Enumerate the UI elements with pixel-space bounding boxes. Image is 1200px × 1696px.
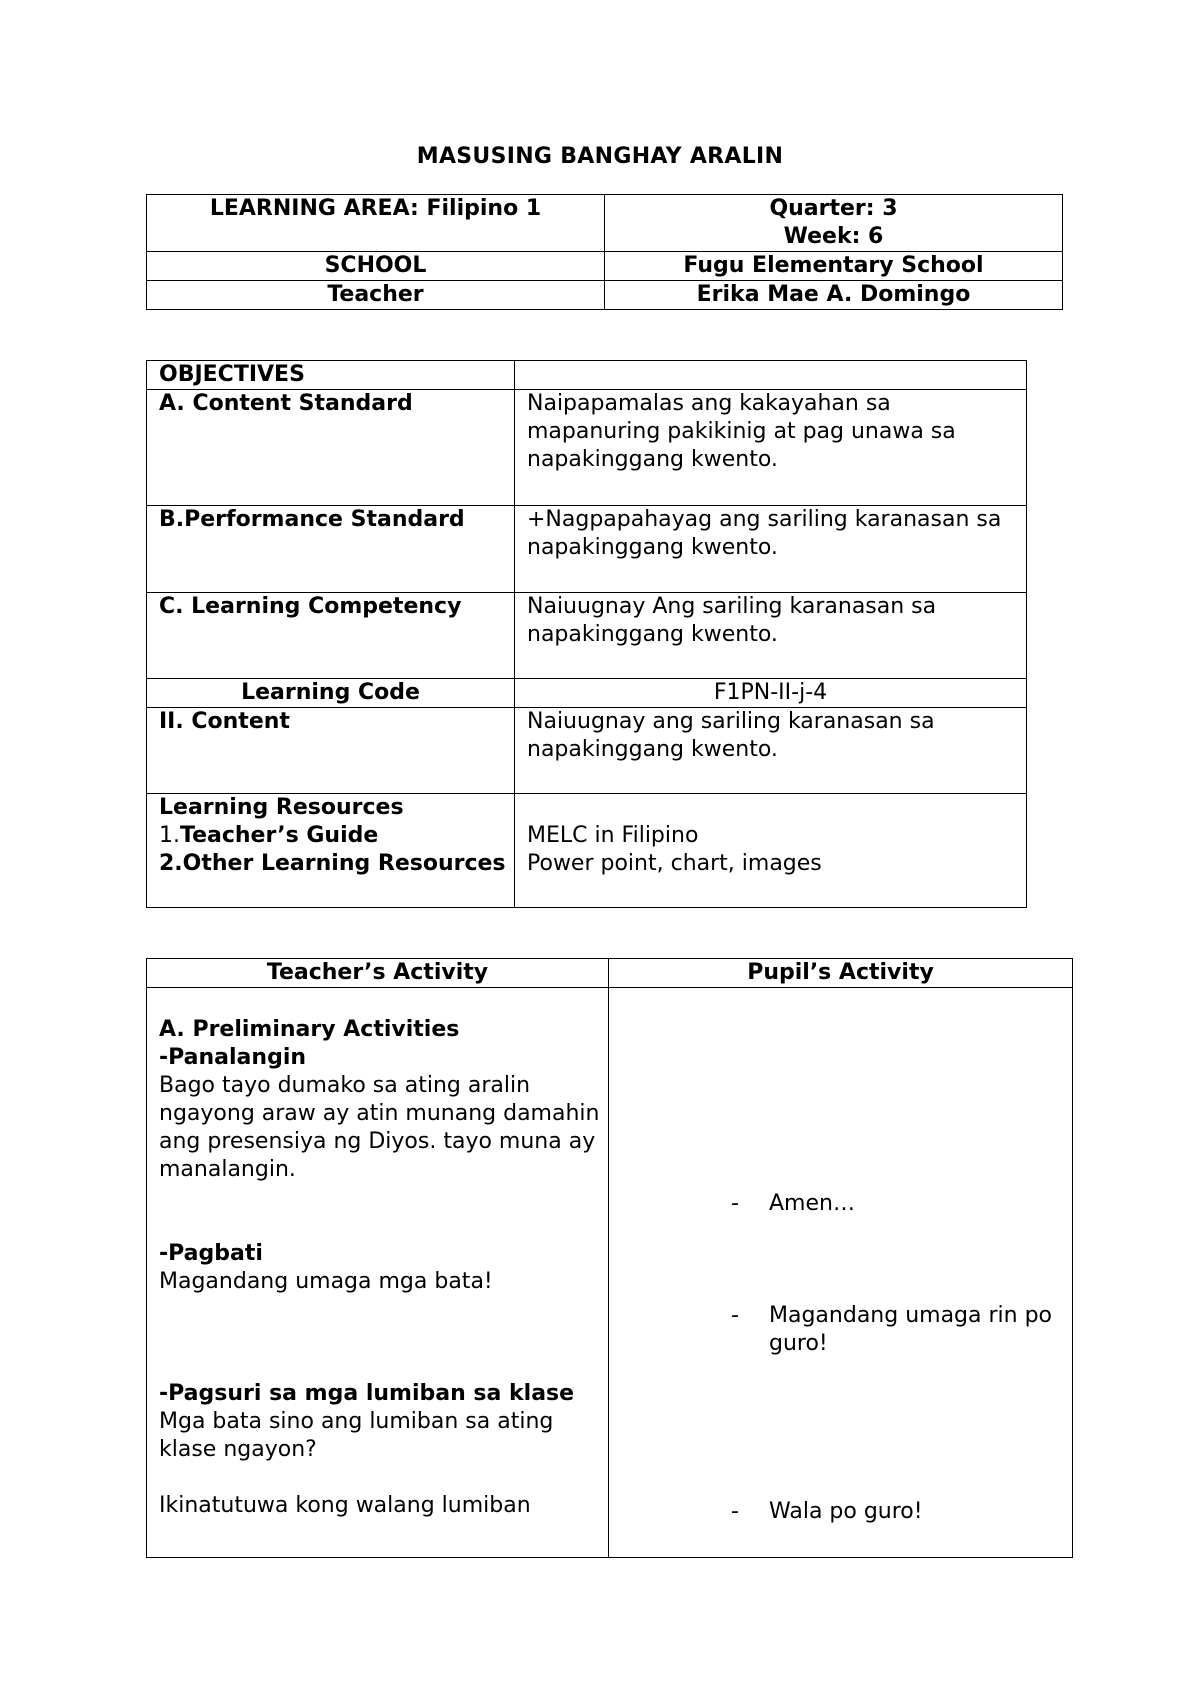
objectives-table	[146, 360, 1027, 908]
bullet-dash: -	[731, 1499, 739, 1524]
teacher-activity-header: Teacher’s Activity	[147, 959, 609, 988]
objectives-empty-cell	[515, 361, 1027, 390]
resources-guide-value: MELC in Filipino	[527, 823, 699, 848]
pupil-activity-cell	[609, 988, 1073, 1558]
bullet-dash: -	[731, 1191, 739, 1216]
panalangin-title: -Panalangin	[159, 1045, 307, 1070]
quarter-week-cell	[605, 195, 1063, 252]
resources-value-cell	[515, 794, 1027, 908]
panalangin-text: Bago tayo dumako sa ating aralin ngayong araw ay atin munang damahin ang presensiya ng Diyos. tayo muna ay manalangin.	[159, 1073, 600, 1182]
preliminary-heading: A. Preliminary Activities	[159, 1017, 460, 1042]
content-value: Naiuugnay ang sariling karanasan sa napakinggang kwento.	[515, 708, 1027, 794]
pagbati-response-item	[609, 1302, 1072, 1358]
panalangin-response: Amen…	[769, 1191, 855, 1216]
page-title: MASUSING BANGHAY ARALIN	[416, 144, 784, 169]
teacher-label: Teacher	[147, 281, 605, 310]
content-standard-label: A. Content Standard	[147, 390, 515, 506]
learning-code-label: Learning Code	[147, 679, 515, 708]
resources-label-cell	[147, 794, 515, 908]
resources-other-value: Power point, chart, images	[527, 851, 822, 876]
panalangin-response-item	[609, 1190, 1072, 1218]
objectives-heading: OBJECTIVES	[147, 361, 515, 390]
resources-guide-prefix: 1.	[159, 823, 180, 848]
quarter: Quarter: 3	[769, 196, 898, 221]
performance-standard-value: +Nagpapahayag ang sariling karanasan sa napakinggang kwento.	[515, 506, 1027, 593]
closing-text: Ikinatutuwa kong walang lumiban	[159, 1493, 531, 1518]
pupil-activity-header: Pupil’s Activity	[609, 959, 1073, 988]
pagsuri-text: Mga bata sino ang lumiban sa ating klase ngayon?	[159, 1409, 554, 1462]
competency-value: Naiuugnay Ang sariling karanasan sa napakinggang kwento.	[515, 593, 1027, 679]
learning-area: LEARNING AREA: Filipino 1	[209, 196, 542, 221]
teacher-activity-cell	[147, 988, 609, 1558]
learning-code-value: F1PN-II-j-4	[515, 679, 1027, 708]
week: Week: 6	[783, 224, 884, 249]
resources-other-label: 2.Other Learning Resources	[159, 851, 506, 876]
pagsuri-response-item	[609, 1498, 1072, 1526]
performance-standard-label: B.Performance Standard	[147, 506, 515, 593]
school-value: Fugu Elementary School	[605, 252, 1063, 281]
teacher-value: Erika Mae A. Domingo	[605, 281, 1063, 310]
pagbati-text: Magandang umaga mga bata!	[159, 1269, 493, 1294]
pagbati-response: Magandang umaga rin po guro!	[769, 1303, 1053, 1356]
content-standard-value: Naipapamalas ang kakayahan sa mapanuring pakikinig at pag unawa sa napakinggang kwento.	[515, 390, 1027, 506]
pagsuri-title: -Pagsuri sa mga lumiban sa klase	[159, 1381, 575, 1406]
resources-label: Learning Resources	[159, 795, 404, 820]
learning-area-cell	[147, 195, 605, 252]
school-label: SCHOOL	[147, 252, 605, 281]
pagsuri-response: Wala po guro!	[769, 1499, 923, 1524]
resources-guide-label: Teacher’s Guide	[180, 823, 379, 848]
header-table	[146, 194, 1063, 310]
content-label: II. Content	[147, 708, 515, 794]
competency-label: C. Learning Competency	[147, 593, 515, 679]
activities-table	[146, 958, 1073, 1558]
pagbati-title: -Pagbati	[159, 1241, 263, 1266]
bullet-dash: -	[731, 1303, 739, 1328]
